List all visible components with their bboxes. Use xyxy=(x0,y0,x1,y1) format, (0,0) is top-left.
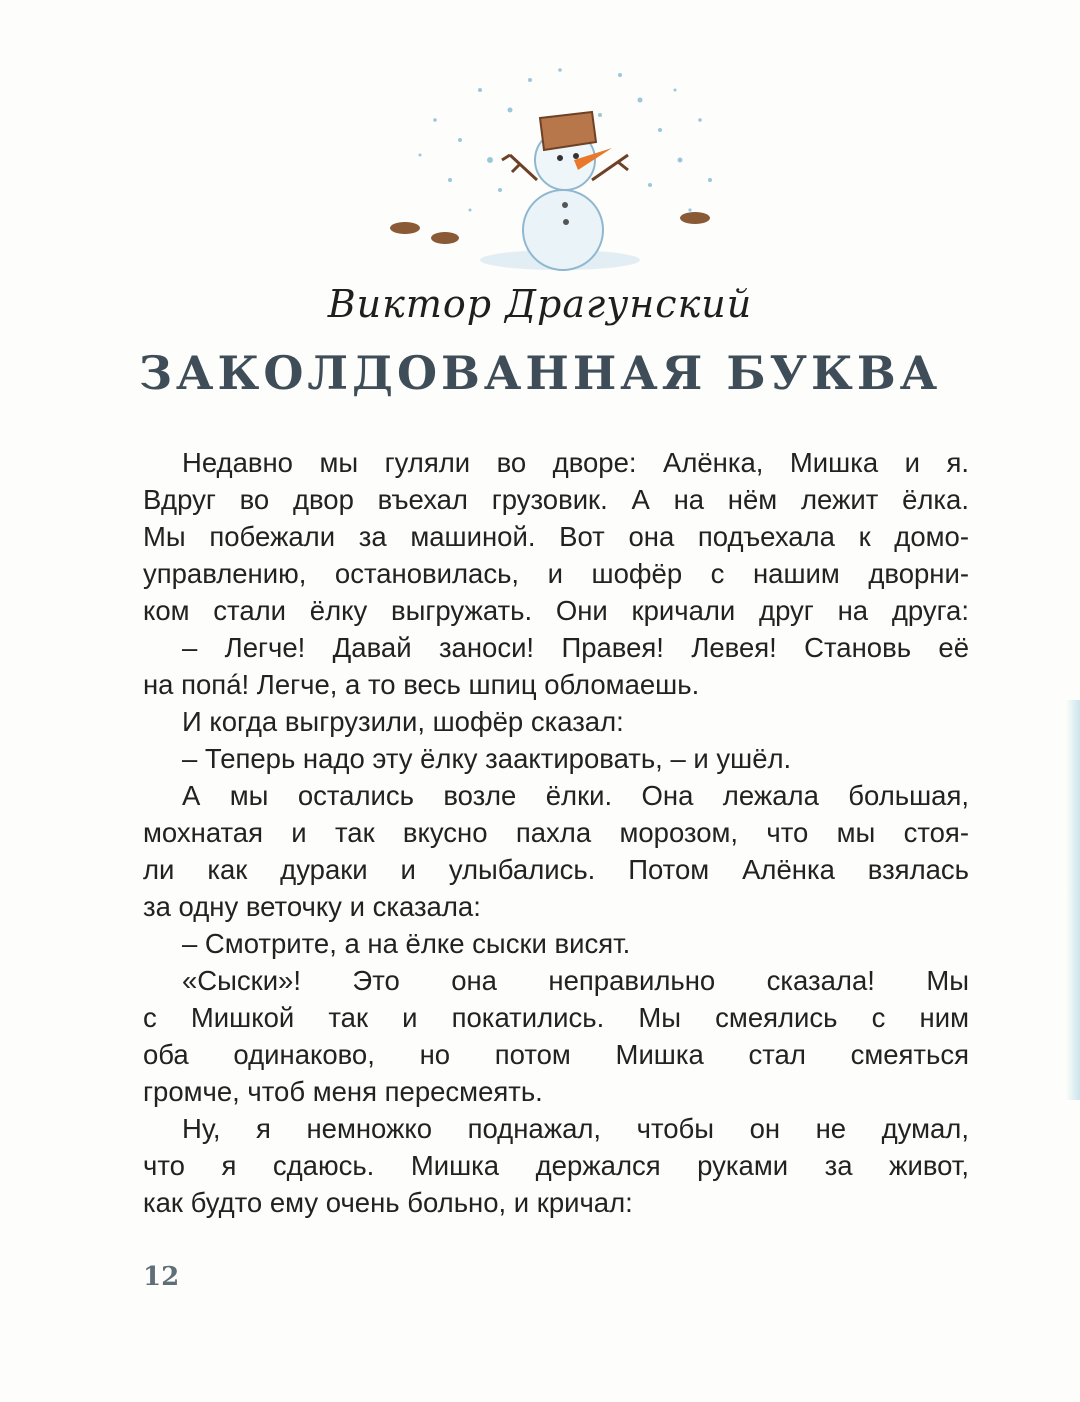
text-line: – Легче! Давай заноси! Правея! Левея! Становь её xyxy=(182,632,969,663)
text-line: Недавно мы гуляли во дворе: Алёнка, Мишка и я. xyxy=(182,447,969,478)
text-line: А мы остались возле ёлки. Она лежала большая, xyxy=(182,780,969,811)
text-line: громче, чтоб меня пересмеять. xyxy=(143,1076,543,1107)
text-line: – Теперь надо эту ёлку заактировать, – и ушёл. xyxy=(182,743,792,774)
snowman-illustration xyxy=(360,60,760,280)
pine-cone xyxy=(431,232,459,244)
text-line: как будто ему очень больно, и кричал: xyxy=(143,1187,633,1218)
left-arm xyxy=(502,155,537,180)
text-line: управлению, остановилась, и шофёр с нашим дворни- xyxy=(143,558,969,589)
right-arm xyxy=(592,155,628,180)
bucket-hat xyxy=(540,112,596,150)
snowman-button xyxy=(562,202,568,208)
text-line: мохнатая и так вкусно пахла морозом, что мы стоя- xyxy=(143,817,969,848)
story-title: ЗАКОЛДОВАННАЯ БУКВА xyxy=(138,346,942,400)
text-line: – Смотрите, а на ёлке сыски висят. xyxy=(182,928,631,959)
page-edge-shading xyxy=(1066,700,1080,1100)
snowman-eye xyxy=(557,155,563,161)
snowman-eye xyxy=(573,153,579,159)
pine-cone xyxy=(390,222,420,234)
text-line: что я сдаюсь. Мишка держался руками за живот, xyxy=(143,1150,969,1181)
page-number: 12 xyxy=(143,1262,180,1292)
snowman-button xyxy=(563,219,569,225)
text-line: ли как дураки и улыбались. Потом Алёнка взялась xyxy=(143,854,969,885)
text-line: «Сыски»! Это она неправильно сказала! Мы xyxy=(182,965,969,996)
author-name: Виктор Драгунский xyxy=(327,282,753,326)
text-line: с Мишкой так и покатились. Мы смеялись с ним xyxy=(143,1002,969,1033)
text-line: оба одинаково, но потом Мишка стал смеяться xyxy=(143,1039,969,1070)
text-line: Ну, я немножко поднажал, чтобы он не думал, xyxy=(182,1113,969,1144)
text-line: ком стали ёлку выгружать. Они кричали друг на друга: xyxy=(143,595,969,626)
text-line: на попá! Легче, а то весь шпиц обломаешь. xyxy=(143,669,700,700)
text-line: за одну веточку и сказала: xyxy=(143,891,481,922)
pine-cone xyxy=(680,212,710,224)
text-line: И когда выгрузили, шофёр сказал: xyxy=(182,706,624,737)
story-text xyxy=(143,444,969,1221)
text-line: Мы побежали за машиной. Вот она подъехала к домо- xyxy=(143,521,969,552)
snowman-body xyxy=(523,190,603,270)
text-line: Вдруг во двор въехал грузовик. А на нём лежит ёлка. xyxy=(143,484,969,515)
